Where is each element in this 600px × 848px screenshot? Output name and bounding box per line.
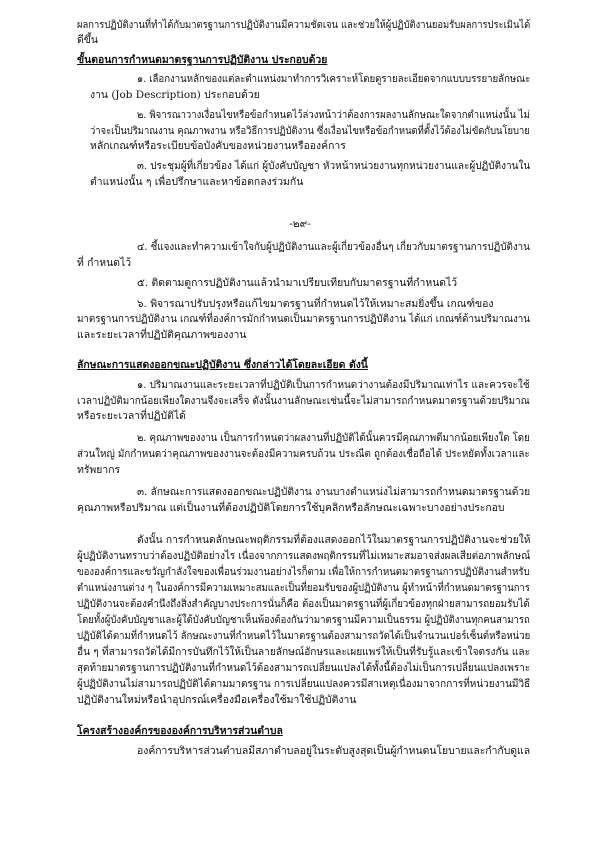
step-6-line-2: มาตรฐานการปฏิบัติงาน เกณฑ์ที่องค์การมักกำหนดเป็นมาตรฐานการปฏิบัติงาน ได้แก่ เกณฑ์ด้านปริมาณงาน: [77, 313, 530, 325]
steps-heading: ขั้นตอนการกำหนดมาตรฐานการปฏิบัติงาน ประกอบด้วย: [77, 54, 328, 66]
conclusion-line-6: โดยทั้งผู้บังคับบัญชาและผู้ใต้บังคับบัญชาเห็นพ้องต้องกันว่ามาตรฐานมีความเป็นธรรม ผู้ปฏิบัติงานทุกคนสามารถ: [77, 614, 530, 626]
step-4-line-1: ๔. ชี้แจงและทำความเข้าใจกับผู้ปฏิบัติงานและผู้เกี่ยวข้องอื่นๆ เกี่ยวกับมาตรฐานการปฏิบัติงาน: [137, 241, 530, 253]
org-heading: โครงสร้างองค์กรขององค์การบริหารส่วนตำบล: [77, 725, 283, 737]
step-1-line-1: ๑. เลือกงานหลักของแต่ละตำแหน่งมาทำการวิเคราะห์โดยดูรายละเอียดจากแบบบรรยายลักษณะ: [137, 73, 531, 85]
page-number: -๒๙-: [289, 218, 311, 230]
conclusion-line-2: ผู้ปฏิบัติงานทราบว่าต้องปฏิบัติอย่างไร เนื่องจากการแสดงพฤติกรรมที่ไม่เหมาะสมอาจส่งผลเสียต่อภาพลักษณ์: [77, 550, 531, 562]
conclusion-line-3: ขององค์การและขวัญกำลังใจของเพื่อนร่วมงานอย่างไรก็ตาม เพื่อให้การกำหนดมาตรฐานการปฏิบัติงานสำหรับ: [77, 566, 530, 578]
conclusion-line-11: ปฏิบัติงานใหม่หรือนำอุปกรณ์เครื่องมือเครื่องใช้มาใช้ปฏิบัติงาน: [77, 694, 357, 706]
step-2-line-2: ว่าจะเป็นปริมาณงาน คุณภาพงาน หรือวิธีการปฏิบัติงาน ซึ่งเงื่อนไขหรือข้อกำหนดที่ตั้งไว้ต้องไม่ขัดกับนโยบาย: [90, 125, 530, 137]
conclusion-line-1: ดังนั้น การกำหนดลักษณะพฤติกรรมที่ต้องแสดงออกไว้ในมาตรฐานการปฏิบัติงานจะช่วยให้: [137, 534, 531, 546]
char-1-line-3: หรือระยะเวลาที่ปฏิบัติได้: [77, 410, 186, 422]
step-1-line-2: งาน (Job Description) ประกอบด้วย: [90, 89, 260, 101]
step-5: ๕. ติดตามดูการปฏิบัติงานแล้วนำมาเปรียบเทียบกับมาตรฐานที่กำหนดไว้: [137, 277, 458, 289]
char-3-line-1: ๓. ลักษณะการแสดงออกขณะปฏิบัติงาน งานบางตำแหน่งไม่สามารถกำหนดมาตรฐานด้วย: [137, 486, 531, 498]
step-2-line-3: หลักเกณฑ์หรือระเบียบข้อบังคับของหน่วยงานหรือองค์การ: [90, 140, 346, 152]
step-6-line-1: ๖. พิจารณาปรับปรุงหรือแก้ไขมาตรฐานที่กำหนดไว้ให้เหมาะสมยิ่งขึ้น เกณฑ์ของ: [137, 298, 494, 310]
step-2-line-1: ๒. พิจารณาวางเงื่อนไขหรือข้อกำหนดไว้ล่วงหน้าว่าต้องการผลงานลักษณะใดจากตำแหน่งนั้น ไม่: [137, 109, 530, 121]
step-4-line-2: ที่ กำหนดไว้: [77, 257, 132, 269]
step-3-line-1: ๓. ประชุมผู้ที่เกี่ยวข้อง ได้แก่ ผู้บังคับบัญชา หัวหน้าหน่วยงานทุกหน่วยงานและผู้ปฏิบัติงานใน: [137, 160, 531, 172]
characteristics-heading: ลักษณะการแสดงออกขณะปฏิบัติงาน ซึ่งกล่าวได้โดยละเอียด ดังนี้: [77, 359, 368, 371]
org-text: องค์การบริหารส่วนตำบลมีสภาตำบลอยู่ในระดับสูงสุดเป็นผู้กำหนดนโยบายและกำกับดูแล: [137, 745, 531, 757]
char-3-line-2: คุณภาพหรือปริมาณ แต่เป็นงานที่ต้องปฏิบัติโดยการใช้บุคลิกหรือลักษณะเฉพาะบางอย่างประกอบ: [77, 502, 505, 514]
step-6-line-3: และระยะเวลาที่ปฏิบัติคุณภาพของงาน: [77, 329, 247, 341]
conclusion-line-4: ตำแหน่งงานต่าง ๆ ในองค์การมีความเหมาะสมและเป็นที่ยอมรับของผู้ปฏิบัติงาน ผู้ทำหน้าที่กำหนดมาตรฐานการ: [77, 582, 530, 594]
char-2-line-3: ทรัพยากร: [77, 464, 121, 476]
char-1-line-2: เวลาปฏิบัติมากน้อยเพียงใดงานจึงจะเสร็จ ดังนั้นงานลักษณะเช่นนี้จะไม่สามารถกำหนดมาตรฐานด้วยปริมาณ: [77, 395, 530, 407]
conclusion-line-8: อื่น ๆ ที่สามารถวัดได้มีการบันทึกไว้ให้เป็นลายลักษณ์อักษรและเผยแพร่ให้เป็นที่รับรู้และเข้าใจตรงกัน และ: [77, 646, 531, 658]
intro-line-2: ดีขึ้น: [77, 34, 98, 46]
char-1-line-1: ๑. ปริมาณงานและระยะเวลาที่ปฏิบัติเป็นการกำหนดว่างานต้องมีปริมาณเท่าไร และควรจะใช้: [137, 379, 530, 391]
conclusion-line-9: สุดท้ายมาตรฐานการปฏิบัติงานที่กำหนดไว้ต้องสามารถเปลี่ยนแปลงได้ทั้งนี้ต้องไม่เป็นการเปลี่ยนแปลงเพราะ: [77, 662, 531, 674]
char-2-line-2: ส่วนใหญ่ มักกำหนดว่าคุณภาพของงานจะต้องมีความครบถ้วน ประณีต ถูกต้องเชื่อถือได้ ประหยัดทั้งเวลาและ: [77, 448, 530, 460]
step-3-line-2: ตำแหน่งนั้น ๆ เพื่อปรึกษาและหาข้อตกลงร่วมกัน: [90, 176, 304, 188]
conclusion-line-5: ปฏิบัติงานจะต้องคำนึงถึงสิ่งสำคัญบางประการนั่นก็คือ ต้องเป็นมาตรฐานที่ผู้เกี่ยวข้องทุกฝ่ายสามารถยอมรับได้: [77, 598, 530, 610]
char-2-line-1: ๒. คุณภาพของงาน เป็นการกำหนดว่าผลงานที่ปฏิบัติได้นั้นควรมีคุณภาพดีมากน้อยเพียงใด โดย: [137, 432, 530, 444]
conclusion-line-7: ปฏิบัติได้ตามที่กำหนดไว้ ลักษณะงานที่กำหนดไว้ในมาตรฐานต้องสามารถวัดได้เป็นจำนวนเปอร์เซ็นต์หรือหน่วย: [77, 630, 531, 642]
intro-line-1: ผลการปฏิบัติงานที่ทำได้กับมาตรฐานการปฏิบัติงานมีความชัดเจน และช่วยให้ผู้ปฏิบัติงานยอมรับผลการประเมินได้: [77, 19, 531, 31]
conclusion-line-10: ผู้ปฏิบัติงานไม่สามารถปฏิบัติได้ตามมาตรฐาน การเปลี่ยนแปลงควรมีสาเหตุเนื่องมาจากการที่หน่วยงานมีวิธี: [77, 678, 531, 690]
